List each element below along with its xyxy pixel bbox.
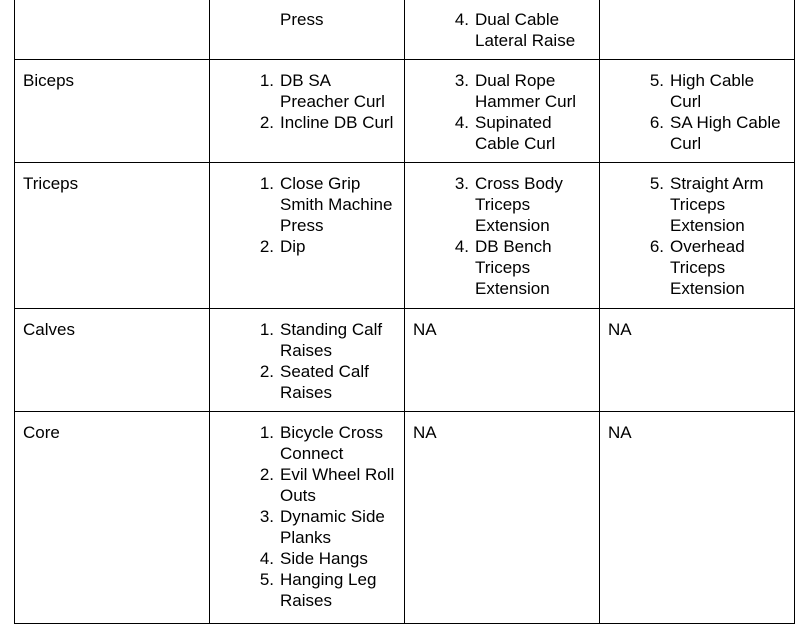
exercise-name: SA High Cable Curl (670, 113, 781, 153)
exercise-number: 2. (259, 237, 274, 256)
exercise-name: Supinated Cable Curl (475, 113, 556, 153)
exercise-number: 1. (259, 320, 274, 339)
exercise-cell (405, 309, 600, 412)
exercise-item (413, 9, 591, 51)
exercise-cell (210, 60, 405, 163)
exercise-number: 1. (259, 71, 274, 90)
exercise-name: Close Grip Smith Machine Press (280, 174, 393, 235)
exercise-item (218, 464, 396, 506)
exercise-number: 2. (259, 362, 274, 381)
exercise-cell (600, 412, 795, 624)
exercise-name: Standing Calf Raises (280, 320, 383, 360)
table-row (15, 0, 795, 60)
exercise-list (218, 173, 396, 257)
continued-item-text: Press (280, 10, 324, 29)
na-text: NA (413, 320, 437, 339)
exercise-list (608, 173, 786, 299)
exercise-cell (405, 163, 600, 309)
muscle-group-label: Triceps (15, 163, 210, 309)
exercise-item (608, 173, 786, 236)
exercise-item (218, 319, 396, 361)
exercise-number: 5. (259, 570, 274, 589)
exercise-name: High Cable Curl (670, 71, 755, 111)
exercise-number: 1. (259, 174, 274, 193)
exercise-name: Dual Cable Lateral Raise (475, 10, 576, 50)
exercise-item (218, 361, 396, 403)
exercise-list (218, 70, 396, 133)
exercise-item (218, 112, 396, 133)
exercise-name: Overhead Triceps Extension (670, 237, 745, 298)
exercise-name: Evil Wheel Roll Outs (280, 465, 395, 505)
na-text: NA (608, 423, 632, 442)
exercise-name: DB SA Preacher Curl (280, 71, 385, 111)
exercise-cell (600, 0, 795, 60)
exercise-list (413, 173, 591, 299)
exercise-number: 4. (454, 237, 469, 256)
exercise-name: Straight Arm Triceps Extension (670, 174, 764, 235)
exercise-number: 5. (649, 71, 664, 90)
exercise-number: 3. (259, 507, 274, 526)
exercise-item (218, 506, 396, 548)
exercise-number: 4. (454, 10, 469, 29)
exercise-list (413, 9, 591, 51)
exercise-name: Dip (280, 237, 306, 256)
exercise-table (14, 0, 795, 624)
exercise-name: Seated Calf Raises (280, 362, 369, 402)
exercise-name: DB Bench Triceps Extension (475, 237, 552, 298)
exercise-name: Bicycle Cross Connect (280, 423, 383, 463)
exercise-item (218, 422, 396, 464)
exercise-item (608, 236, 786, 299)
exercise-cell (600, 60, 795, 163)
exercise-item (413, 70, 591, 112)
exercise-item (413, 236, 591, 299)
exercise-number: 2. (259, 465, 274, 484)
exercise-number: 6. (649, 237, 664, 256)
muscle-group-label: Biceps (15, 60, 210, 163)
exercise-list (218, 422, 396, 611)
exercise-name: Dual Rope Hammer Curl (475, 71, 577, 111)
exercise-item (608, 112, 786, 154)
muscle-group-label (15, 0, 210, 60)
exercise-cell (600, 163, 795, 309)
table-row (15, 163, 795, 309)
exercise-cell (210, 0, 405, 60)
exercise-name: Hanging Leg Raises (280, 570, 377, 610)
exercise-item (413, 173, 591, 236)
exercise-name: Cross Body Triceps Extension (475, 174, 563, 235)
exercise-item (218, 569, 396, 611)
table-row (15, 60, 795, 163)
exercise-cell (210, 163, 405, 309)
na-text: NA (413, 423, 437, 442)
exercise-name: Incline DB Curl (280, 113, 394, 132)
exercise-item (218, 548, 396, 569)
exercise-name: Dynamic Side Planks (280, 507, 385, 547)
exercise-cell (405, 60, 600, 163)
exercise-name: Side Hangs (280, 549, 368, 568)
exercise-cell (405, 0, 600, 60)
table-row (15, 309, 795, 412)
exercise-number: 3. (454, 174, 469, 193)
exercise-item (218, 173, 396, 236)
muscle-group-label: Core (15, 412, 210, 624)
exercise-item (218, 70, 396, 112)
exercise-cell (210, 412, 405, 624)
exercise-table-body (15, 0, 795, 624)
exercise-list (218, 319, 396, 403)
exercise-number: 5. (649, 174, 664, 193)
exercise-cell (210, 309, 405, 412)
exercise-item (608, 70, 786, 112)
exercise-number: 3. (454, 71, 469, 90)
muscle-group-label: Calves (15, 309, 210, 412)
exercise-number: 4. (259, 549, 274, 568)
exercise-cell (405, 412, 600, 624)
exercise-cell (600, 309, 795, 412)
table-row (15, 412, 795, 624)
exercise-number: 4. (454, 113, 469, 132)
exercise-list (608, 70, 786, 154)
exercise-number: 2. (259, 113, 274, 132)
exercise-item (413, 112, 591, 154)
exercise-item (218, 236, 396, 257)
na-text: NA (608, 320, 632, 339)
exercise-list (413, 70, 591, 154)
exercise-number: 1. (259, 423, 274, 442)
exercise-number: 6. (649, 113, 664, 132)
